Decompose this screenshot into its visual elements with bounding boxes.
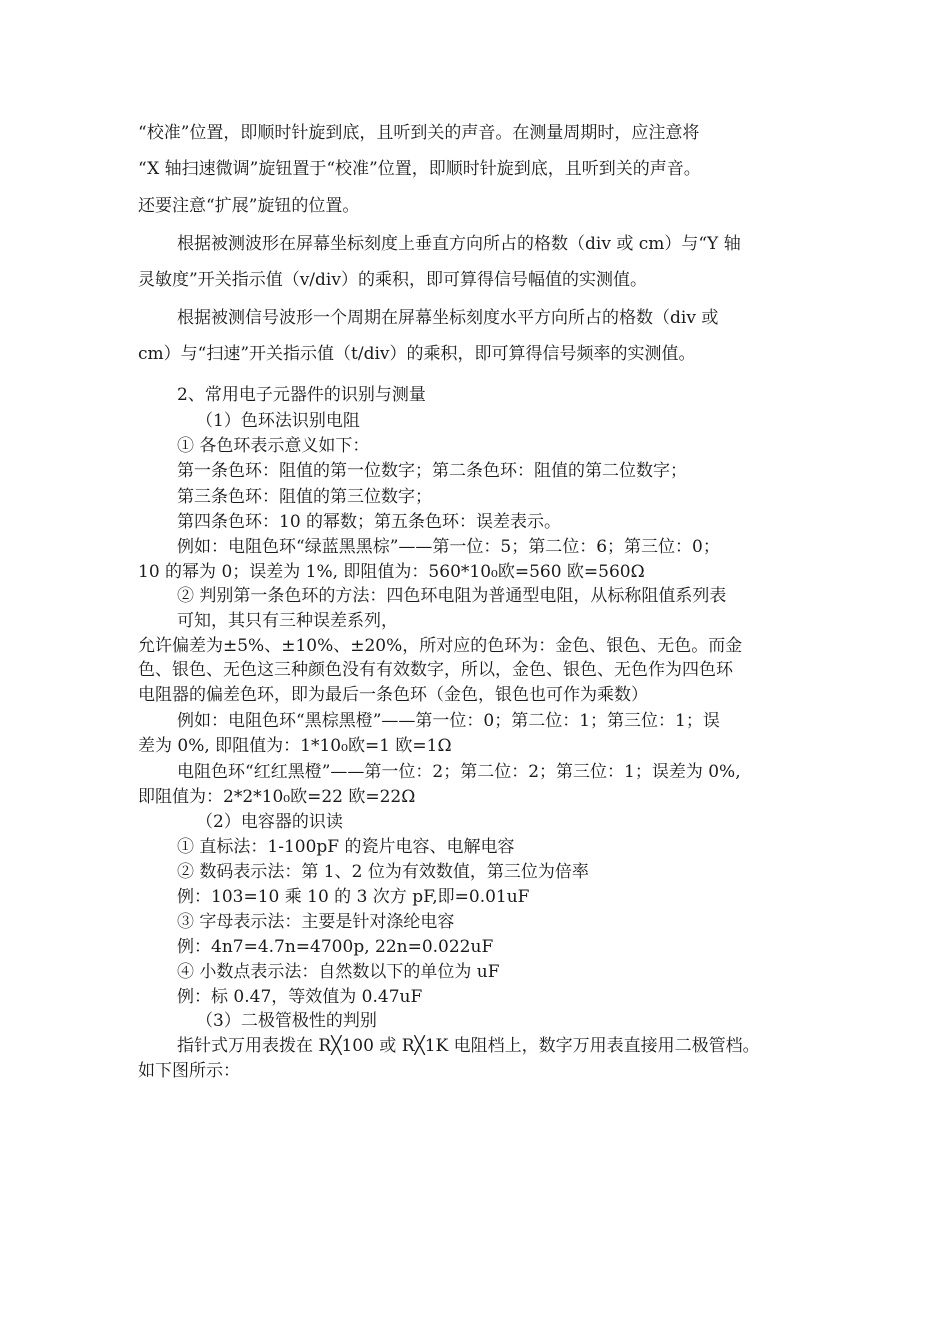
- text-line: 例如：电阻色环“黑棕黑橙”——第一位：0；第二位：1；第三位：1；误: [177, 711, 720, 731]
- text-line: 根据被测波形在屏幕坐标刻度上垂直方向所占的格数（div 或 cm）与“Y 轴: [177, 234, 741, 254]
- text-line: 第三条色环：阻值的第三位数字；: [177, 487, 432, 507]
- section-heading: 2、常用电子元器件的识别与测量: [177, 385, 426, 405]
- text-line: cm）与“扫速”开关指示值（t/div）的乘积，即可算得信号频率的实测值。: [138, 344, 696, 364]
- text-line: 色、银色、无色这三种颜色没有有效数字，所以，金色、银色、无色作为四色环: [138, 660, 733, 680]
- text-line: “校准”位置，即顺时针旋到底，且听到关的声音。在测量周期时，应注意将: [138, 123, 700, 143]
- text-line: 允许偏差为±5%、±10%、±20%，所对应的色环为：金色、银色、无色。而金: [138, 636, 743, 656]
- text-line: ② 判别第一条色环的方法：四色环电阻为普通型电阻，从标称阻值系列表: [177, 586, 727, 606]
- text-line: 即阻值为：2*2*10₀欧=22 欧=22Ω: [138, 787, 416, 807]
- text-line: ③ 字母表示法：主要是针对涤纶电容: [177, 912, 455, 932]
- text-line: ② 数码表示法：第 1、2 位为有效数值，第三位为倍率: [177, 862, 589, 882]
- text-line: ① 各色环表示意义如下：: [177, 436, 370, 456]
- text-line: 指针式万用表拨在 R╳100 或 R╳1K 电阻档上，数字万用表直接用二极管档。: [177, 1036, 760, 1056]
- text-line: 例：4n7=4.7n=4700p, 22n=0.022uF: [177, 937, 494, 957]
- text-line: 差为 0%, 即阻值为：1*10₀欧=1 欧=1Ω: [138, 736, 452, 756]
- text-line: 如下图所示：: [138, 1061, 240, 1081]
- text-line: 第四条色环：10 的幂数；第五条色环：误差表示。: [177, 512, 562, 532]
- text-line: ④ 小数点表示法：自然数以下的单位为 uF: [177, 962, 500, 982]
- text-line: 10 的幂为 0；误差为 1%, 即阻值为：560*10₀欧=560 欧=560Ω: [138, 562, 645, 582]
- subsection-heading: （3）二极管极性的判别: [196, 1011, 377, 1031]
- subsection-heading: （2）电容器的识读: [196, 812, 343, 832]
- text-line: 电阻色环“红红黑橙”——第一位：2；第二位：2；第三位：1；误差为 0%,: [177, 762, 741, 782]
- text-line: 电阻器的偏差色环，即为最后一条色环（金色，银色也可作为乘数）: [138, 685, 648, 705]
- text-line: 例：标 0.47，等效值为 0.47uF: [177, 987, 423, 1007]
- text-line: 第一条色环：阻值的第一位数字；第二条色环：阻值的第二位数字；: [177, 461, 687, 481]
- text-line: 例如：电阻色环“绿蓝黑黑棕”——第一位：5；第二位：6；第三位：0；: [177, 537, 720, 557]
- text-line: 可知，其只有三种误差系列，: [177, 611, 398, 631]
- text-line: “X 轴扫速微调”旋钮置于“校准”位置，即顺时针旋到底，且听到关的声音。: [138, 159, 701, 179]
- text-line: ① 直标法：1-100pF 的瓷片电容、电解电容: [177, 837, 515, 857]
- text-line: 还要注意“扩展”旋钮的位置。: [138, 196, 360, 216]
- text-line: 灵敏度”开关指示值（v/div）的乘积，即可算得信号幅值的实测值。: [138, 270, 647, 290]
- text-line: 例：103=10 乘 10 的 3 次方 pF,即=0.01uF: [177, 887, 530, 907]
- text-line: 根据被测信号波形一个周期在屏幕坐标刻度水平方向所占的格数（div 或: [177, 308, 719, 328]
- subsection-heading: （1）色环法识别电阻: [196, 411, 360, 431]
